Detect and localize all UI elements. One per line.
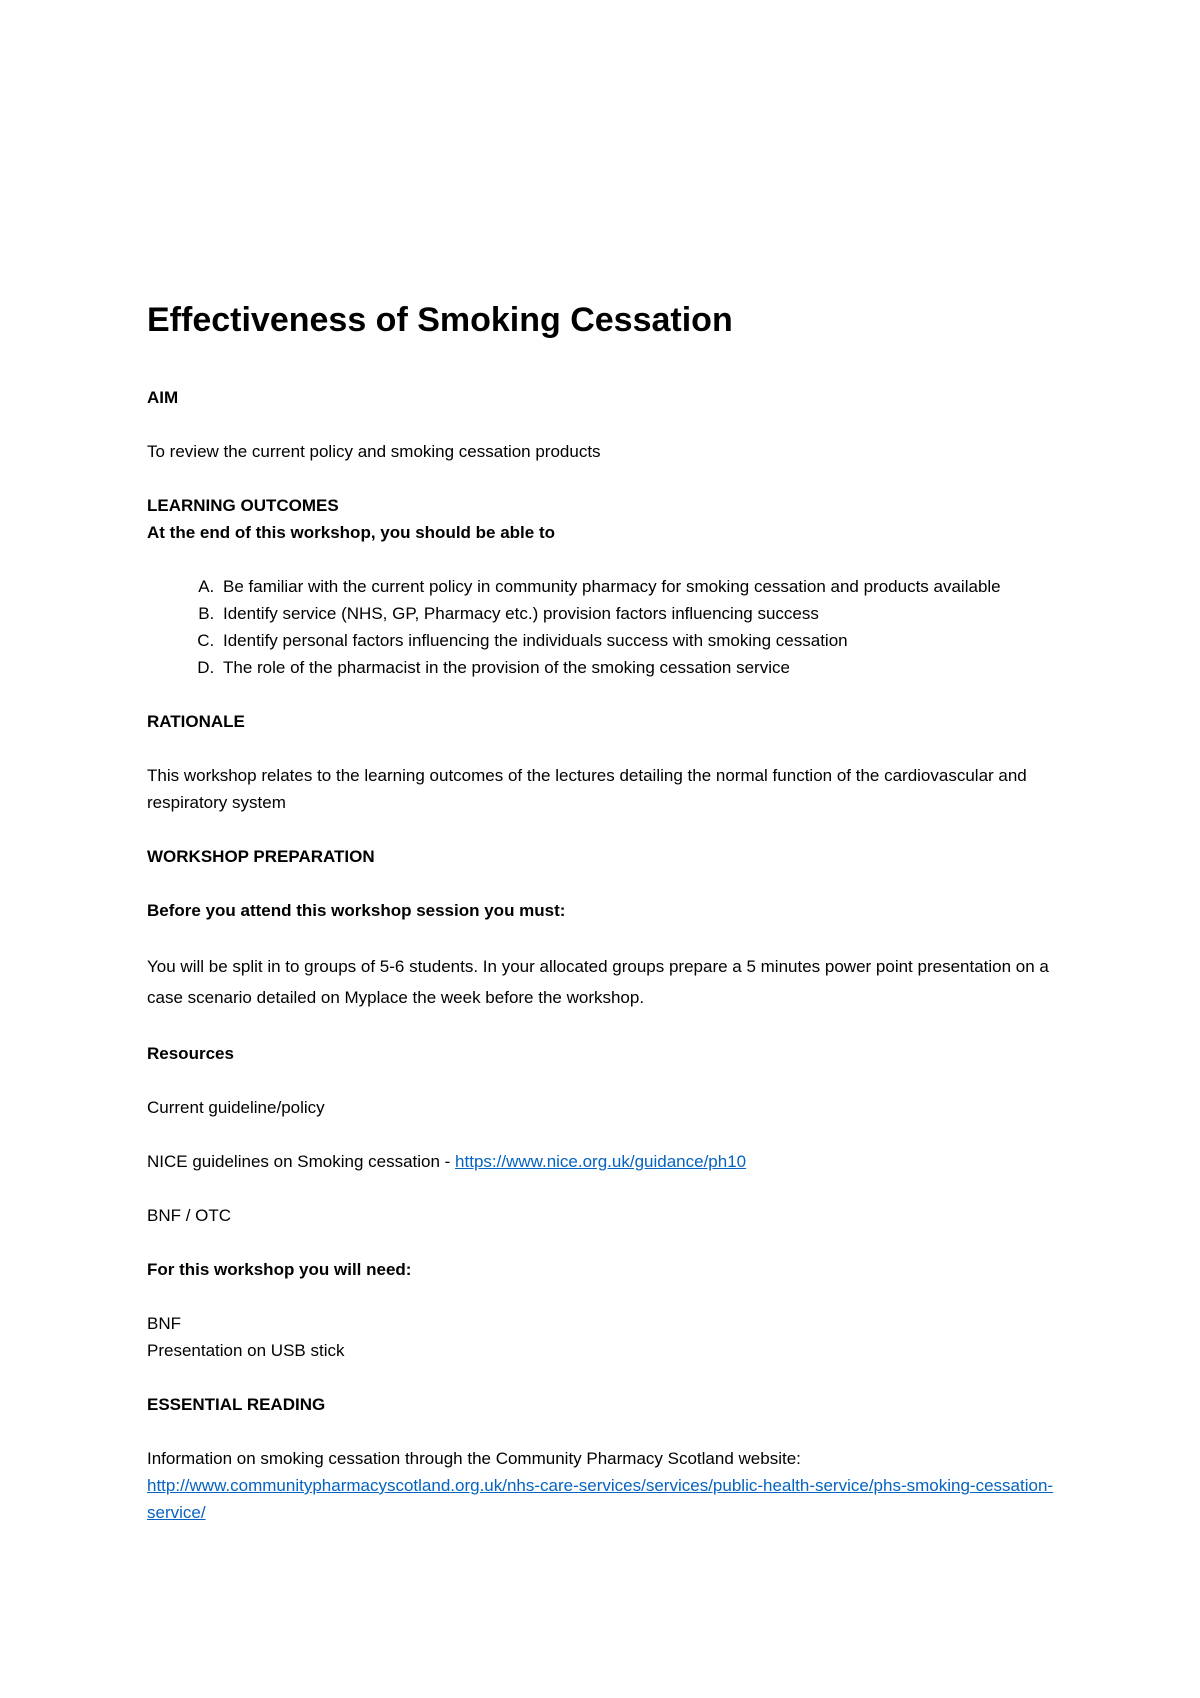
list-item: C. Identify personal factors influencing the individuals success with smoking cessation — [219, 627, 1067, 654]
need-bnf: BNF — [147, 1314, 181, 1333]
resource-bnf-otc: BNF / OTC — [147, 1206, 232, 1225]
rationale-heading: RATIONALE — [147, 712, 245, 731]
rationale-text: This workshop relates to the learning outcomes of the lectures detailing the normal function of the cardiovascular and respiratory system — [147, 766, 1027, 812]
aim-heading: AIM — [147, 388, 179, 407]
need-heading: For this workshop you will need: — [147, 1260, 412, 1279]
need-usb-presentation: Presentation on USB stick — [147, 1341, 345, 1360]
learning-outcomes-list — [147, 573, 1067, 681]
essential-reading-link-line — [147, 1472, 1067, 1526]
list-item: D. The role of the pharmacist in the provision of the smoking cessation service — [219, 654, 1067, 681]
essential-reading-text: Information on smoking cessation through the Community Pharmacy Scotland website: — [147, 1449, 801, 1468]
workshop-preparation-heading: WORKSHOP PREPARATION — [147, 847, 375, 866]
document-body — [147, 300, 1067, 1526]
before-attend-heading: Before you attend this workshop session you must: — [147, 901, 566, 920]
resource-nice-label: NICE guidelines on Smoking cessation - — [147, 1152, 456, 1171]
resource-nice — [147, 1148, 1067, 1175]
nice-guidance-link[interactable]: https://www.nice.org.uk/guidance/ph10 — [455, 1152, 747, 1171]
aim-text: To review the current policy and smoking cessation products — [147, 442, 601, 461]
resources-heading: Resources — [147, 1044, 234, 1063]
resource-guideline: Current guideline/policy — [147, 1098, 325, 1117]
essential-reading-heading: ESSENTIAL READING — [147, 1395, 326, 1414]
list-item: B. Identify service (NHS, GP, Pharmacy etc.) provision factors influencing success — [219, 600, 1067, 627]
list-item: A. Be familiar with the current policy in community pharmacy for smoking cessation and products available — [219, 573, 1067, 600]
preparation-instructions: You will be split in to groups of 5-6 students. In your allocated groups prepare a 5 minutes power point presentation on a case scenario detailed on Myplace the week before the workshop. — [147, 957, 1049, 1007]
page-title: Effectiveness of Smoking Cessation — [147, 301, 733, 339]
community-pharmacy-scotland-link[interactable]: http://www.communitypharmacyscotland.org.uk/nhs-care-services/services/public-health-service/phs-smoking-cessation-service/ — [147, 1476, 1054, 1522]
learning-outcomes-subheading: At the end of this workshop, you should be able to — [147, 523, 556, 542]
learning-outcomes-heading: LEARNING OUTCOMES — [147, 496, 339, 515]
